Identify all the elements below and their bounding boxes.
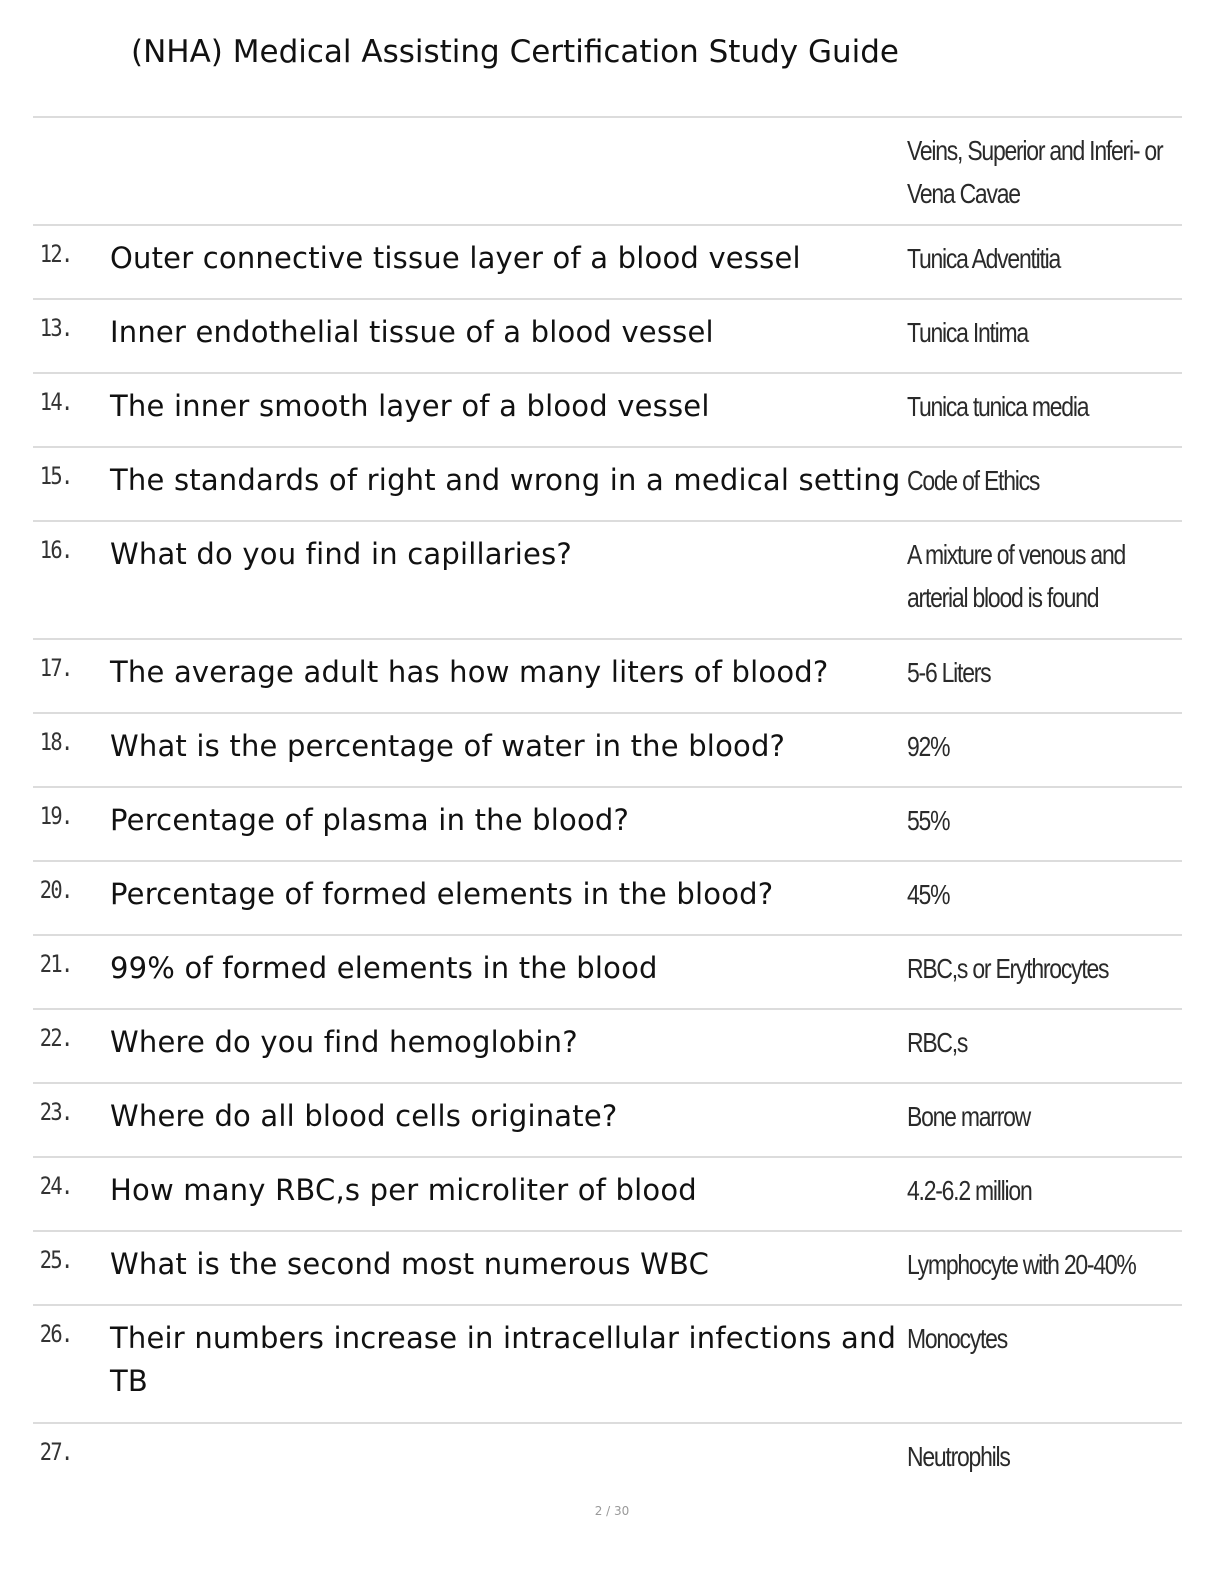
table-row (33, 1158, 1182, 1232)
question-text: How many RBC,s per microliter of blood (110, 1173, 697, 1207)
answer-value: 5-6 Liters (907, 657, 991, 688)
row-number: 14. (39, 388, 72, 416)
row-number: 27. (39, 1438, 72, 1466)
question-text: Where do you find hemoglobin? (110, 1025, 578, 1059)
row-number: 23. (39, 1098, 72, 1126)
answer-value: Tunica tunica media (907, 391, 1089, 422)
question-text: Percentage of plasma in the blood? (110, 803, 630, 837)
question-text: Outer connective tissue layer of a blood vessel (110, 241, 801, 275)
table-row (33, 862, 1182, 936)
question-text: 99% of formed elements in the blood (110, 951, 658, 985)
answer-value: Tunica Intima (907, 317, 1028, 348)
page-number: 2 / 30 (594, 1504, 630, 1518)
answer-text (907, 862, 1186, 934)
answer-value: A mixture of venous and arterial blood is found (907, 539, 1126, 613)
answer-text (907, 522, 1186, 638)
answer-value: Tunica Adventitia (907, 243, 1061, 274)
question-text: The average adult has how many liters of blood? (110, 655, 829, 689)
table-row (33, 640, 1182, 714)
flashcard-table (33, 116, 1182, 1498)
table-row (33, 788, 1182, 862)
page-title: (NHA) Medical Assisting Certification Study Guide (131, 34, 900, 70)
row-number: 20. (39, 876, 72, 904)
answer-value: 92% (907, 731, 950, 762)
answer-value: 4.2-6.2 million (907, 1175, 1032, 1206)
answer-text (907, 788, 1186, 860)
table-row (33, 1232, 1182, 1306)
row-number: 24. (39, 1172, 72, 1200)
row-number: 22. (39, 1024, 72, 1052)
question-text: Where do all blood cells originate? (110, 1099, 618, 1133)
table-row (33, 1010, 1182, 1084)
answer-value: Code of Ethics (907, 465, 1040, 496)
row-number: 19. (39, 802, 72, 830)
answer-text (907, 1232, 1186, 1304)
answer-text (907, 640, 1186, 712)
answer-text (907, 374, 1186, 446)
answer-text (907, 714, 1186, 786)
table-row (33, 226, 1182, 300)
table-row (33, 714, 1182, 788)
table-row (33, 448, 1182, 522)
row-number: 18. (39, 728, 72, 756)
answer-value: Veins, Superior and Inferi- or Vena Cavae (907, 135, 1163, 209)
row-number: 17. (39, 654, 72, 682)
table-row (33, 300, 1182, 374)
question-text (110, 118, 907, 224)
answer-text (907, 118, 1186, 224)
row-number: 13. (39, 314, 72, 342)
answer-text (907, 226, 1186, 298)
answer-text (907, 448, 1186, 520)
answer-value: Monocytes (907, 1323, 1007, 1354)
row-number: 26. (39, 1320, 72, 1348)
table-row (33, 118, 1182, 226)
table-row (33, 1424, 1182, 1498)
answer-value: Lymphocyte with 20-40% (907, 1249, 1136, 1280)
question-text: The standards of right and wrong in a medical setting (110, 463, 901, 497)
row-number (33, 118, 98, 224)
answer-value: Neutrophils (907, 1441, 1010, 1472)
answer-value: 45% (907, 879, 950, 910)
row-number: 15. (39, 462, 72, 490)
answer-value: RBC,s (907, 1027, 968, 1058)
row-number: 25. (39, 1246, 72, 1274)
row-number: 16. (39, 536, 72, 564)
question-text: Percentage of formed elements in the blood? (110, 877, 774, 911)
answer-text (907, 936, 1186, 1008)
question-text: What is the percentage of water in the blood? (110, 729, 786, 763)
answer-text (907, 1424, 1186, 1498)
table-row (33, 936, 1182, 1010)
table-row (33, 1084, 1182, 1158)
answer-text (907, 1306, 1186, 1422)
table-row (33, 522, 1182, 640)
question-text: What do you find in capillaries? (110, 537, 573, 571)
table-row (33, 374, 1182, 448)
table-row (33, 1306, 1182, 1424)
answer-text (907, 1010, 1186, 1082)
answer-value: RBC,s or Erythrocytes (907, 953, 1109, 984)
question-text: What is the second most numerous WBC (110, 1247, 710, 1281)
answer-value: Bone marrow (907, 1101, 1031, 1132)
row-number: 12. (39, 240, 72, 268)
answer-value: 55% (907, 805, 950, 836)
row-number: 21. (39, 950, 72, 978)
question-text: Inner endothelial tissue of a blood vessel (110, 315, 714, 349)
answer-text (907, 1084, 1186, 1156)
answer-text (907, 1158, 1186, 1230)
question-text: Their numbers increase in intracellular infections and TB (110, 1321, 897, 1398)
answer-text (907, 300, 1186, 372)
question-text: The inner smooth layer of a blood vessel (110, 389, 710, 423)
question-text (110, 1424, 907, 1498)
